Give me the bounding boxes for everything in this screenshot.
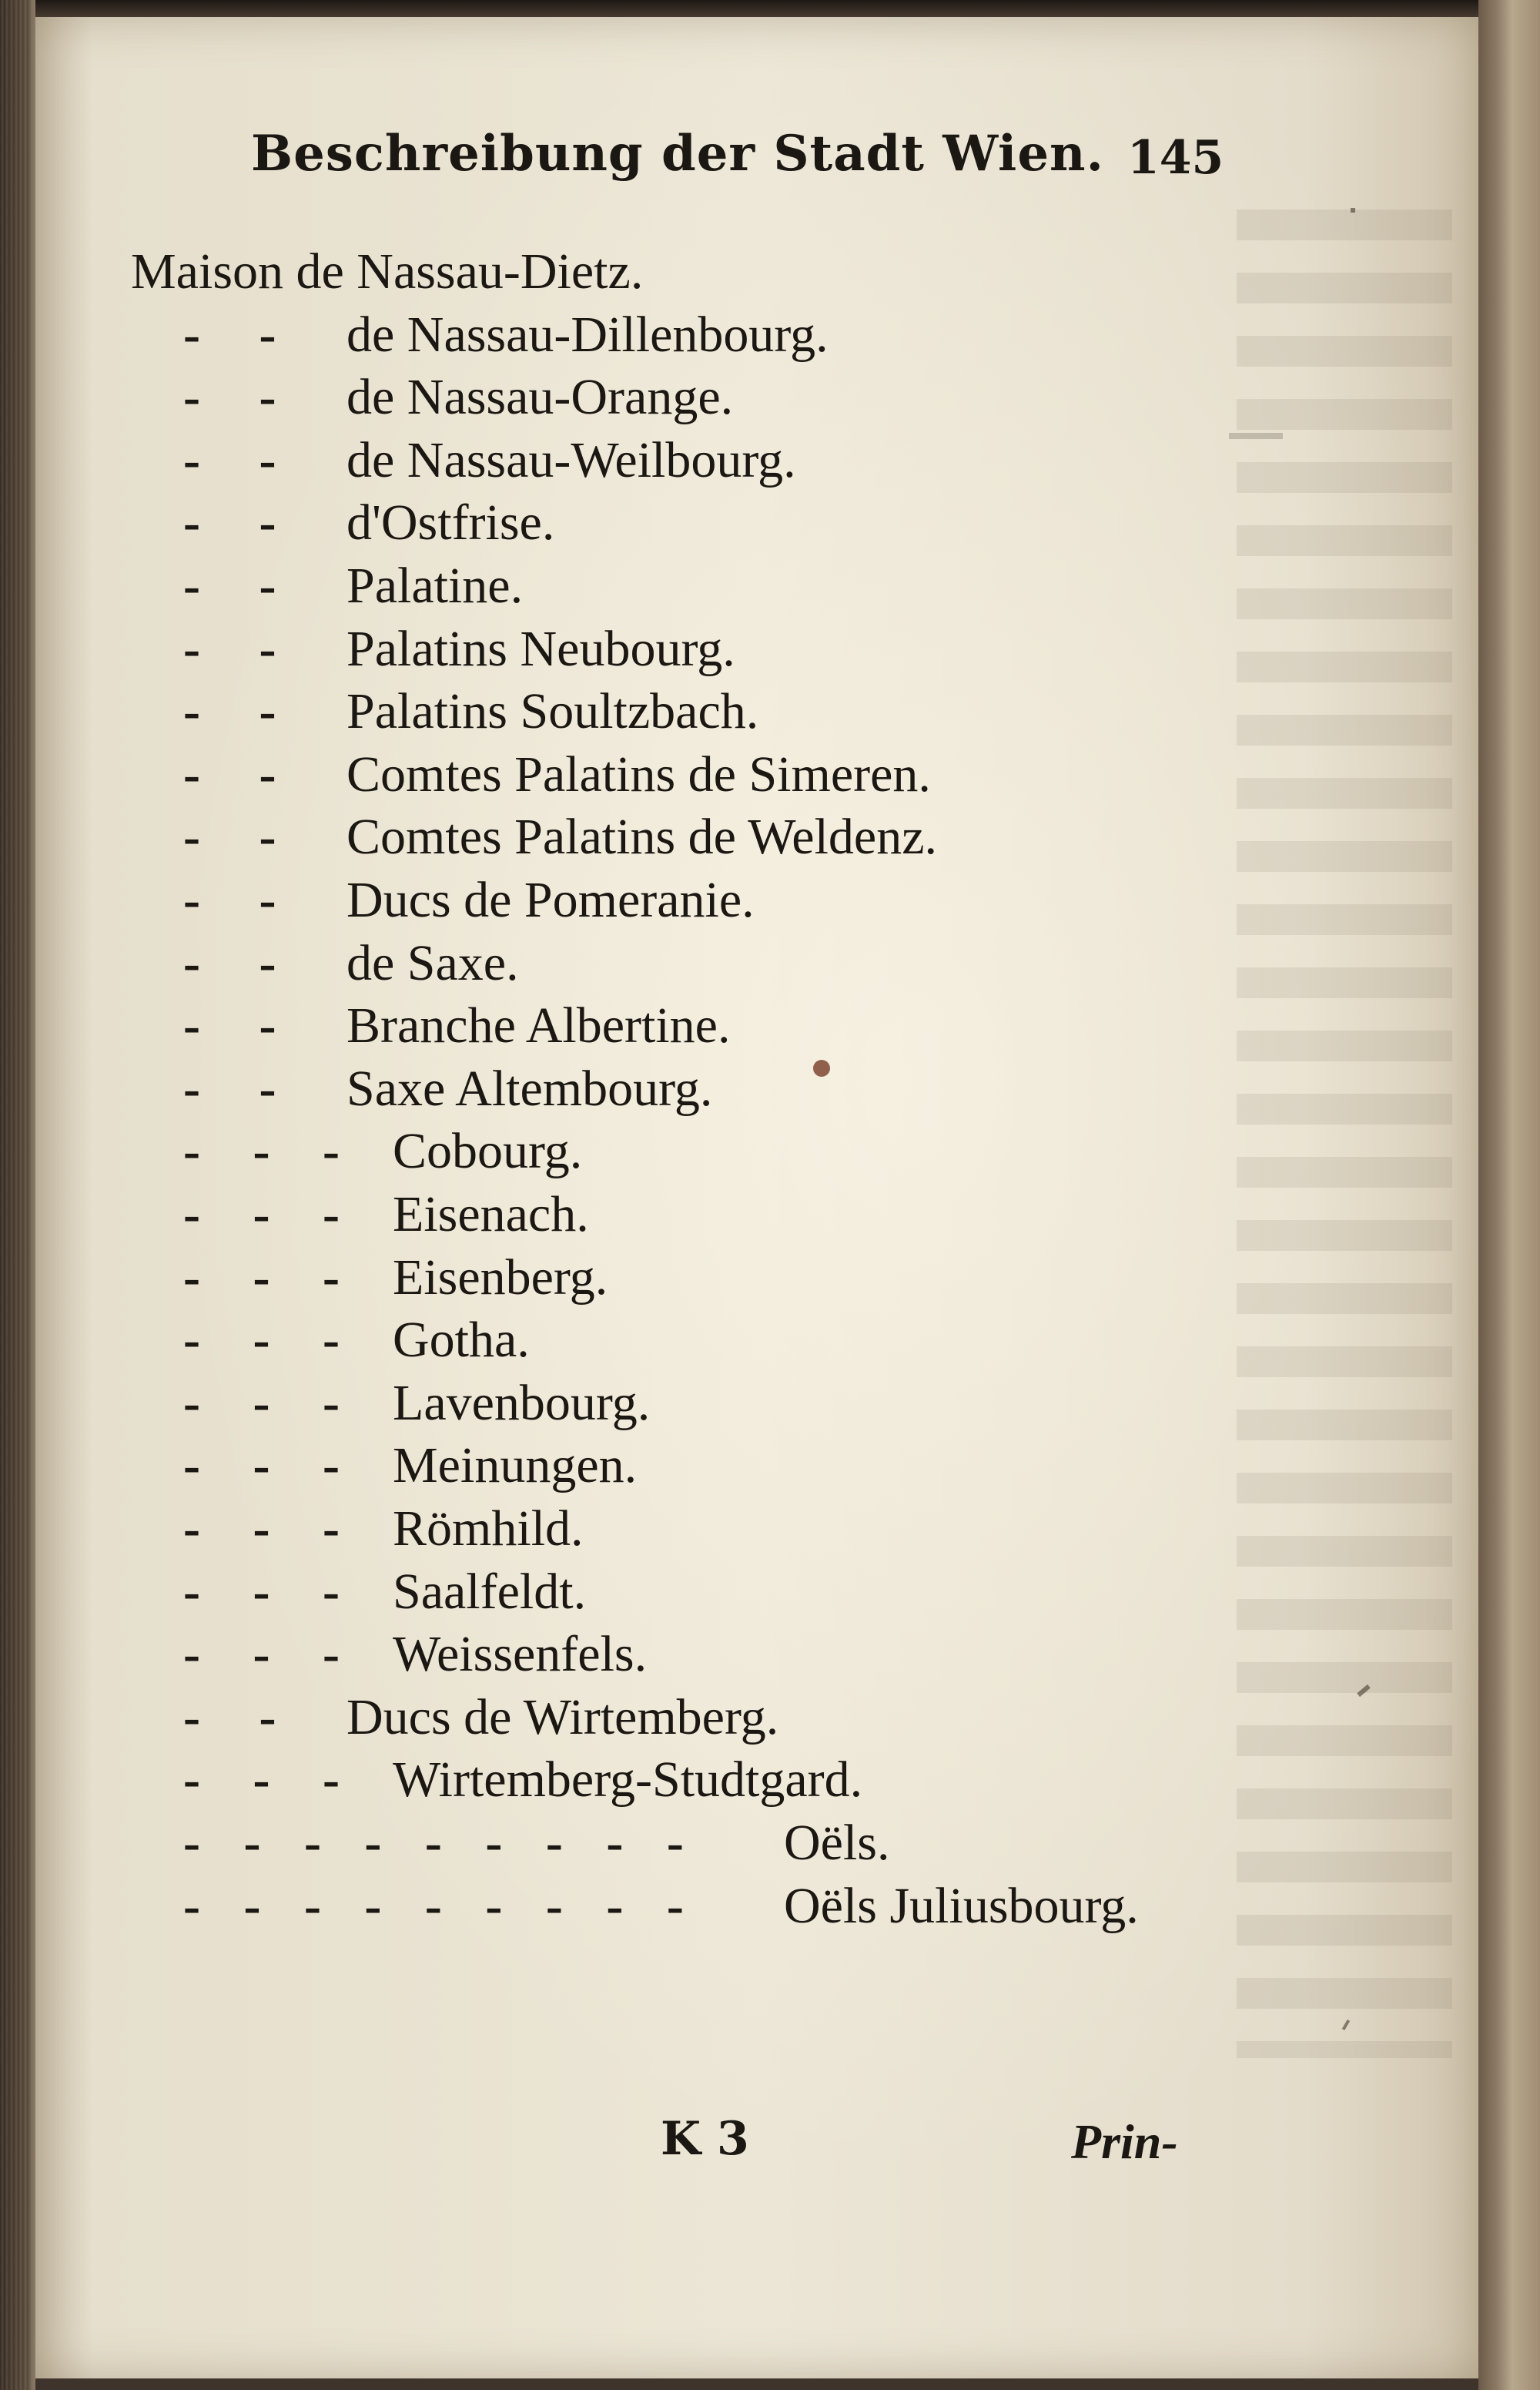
entry-text: Palatins Neubourg. [346,620,735,677]
entry-text: Comtes Palatins de Simeren. [346,746,931,803]
leader-dashes: - - - [183,1312,360,1369]
paper-speck [1229,433,1283,439]
entry-row [183,1560,587,1624]
running-head: Beschreibung der Stadt Wien. [251,125,1104,183]
leader-dashes: - - [183,683,300,740]
leader-dashes: - - - [183,1374,360,1431]
entry-row [183,1058,713,1121]
entry-row [183,869,755,932]
entry-text: de Nassau-Dillenbourg. [346,306,829,363]
entry-row [183,1623,648,1686]
leader-dashes: - - [183,494,300,551]
leader-dashes: - - [183,746,300,803]
entry-text: d'Ostfrise. [346,494,555,551]
entry-row [183,994,731,1058]
entry-row [183,743,931,806]
page-fore-edge [1478,0,1540,2390]
entry-row [183,1686,779,1749]
show-through-texture [1237,210,1452,2058]
paper-speck [1357,1684,1371,1697]
entry-text: Römhild. [393,1500,584,1557]
entry-row [183,1875,1139,1938]
paper-speck [1342,2020,1350,2030]
catchword: Prin- [1071,2114,1178,2169]
paper-speck [1351,208,1355,213]
leader-dashes: - - [183,872,300,928]
leader-dashes: - - - [183,1751,360,1808]
leader-dashes: - - - [183,1249,360,1306]
leader-dashes: - - - [183,1437,360,1494]
entry-text: de Nassau-Weilbourg. [346,431,796,488]
entry-row [183,1812,890,1875]
entry-text: Eisenberg. [393,1249,608,1306]
entry-row [183,429,796,492]
entry-row [183,1246,608,1309]
leader-dashes: - - [183,620,300,677]
entry-text: Comtes Palatins de Weldenz. [346,809,937,866]
entry-row [183,491,555,555]
entry-text: de Nassau-Orange. [346,369,734,426]
leader-dashes: - - [183,431,300,488]
entry-row [183,1183,589,1246]
entry-row [183,1120,583,1183]
entry-text: Branche Albertine. [346,997,731,1054]
entry-row [183,366,734,429]
leader-dashes: - - - [183,1500,360,1557]
entry-text: Weissenfels. [393,1626,648,1683]
entry-text: Meinungen. [393,1437,638,1494]
entry-text: Oëls Juliusbourg. [784,1877,1139,1934]
entry-text: Maison de Nassau-Dietz. [131,243,644,300]
entry-text: Gotha. [393,1312,530,1369]
leader-dashes: - - - - - - - - - [183,1877,699,1934]
leader-dashes: - - [183,997,300,1054]
entry-text: de Saxe. [346,934,519,991]
leader-dashes: - - [183,369,300,426]
entry-row [183,932,519,995]
entry-text: Lavenbourg. [393,1374,651,1431]
leader-dashes: - - - - - - - - - [183,1815,699,1871]
leader-dashes: - - - [183,1563,360,1620]
leader-dashes: - - - [183,1626,360,1683]
entry-text: Ducs de Pomeranie. [346,872,755,928]
leader-dashes: - - - [183,1123,360,1180]
entry-text: Palatine. [346,558,524,614]
leader-dashes: - - - [183,1186,360,1242]
entry-text: Wirtemberg-Studtgard. [393,1751,863,1808]
leader-dashes: - - [183,558,300,614]
entry-text: Ducs de Wirtemberg. [346,1688,779,1745]
leader-dashes: - - [183,306,300,363]
entry-row [183,555,524,618]
entry-text: Saalfeldt. [393,1563,587,1620]
leader-dashes: - - [183,1060,300,1117]
ink-stain [813,1060,830,1077]
leader-dashes: - - [183,809,300,866]
entry-text: Eisenach. [393,1186,589,1242]
entry-row [183,618,735,681]
entry-text: Cobourg. [393,1123,583,1180]
entry-text: Oëls. [784,1815,890,1871]
entry-row [183,1372,651,1435]
entry-text: Saxe Altembourg. [346,1060,713,1117]
entry-text: Palatins Soultzbach. [346,683,759,740]
leader-dashes: - - [183,1688,300,1745]
entry-row [183,303,829,367]
page-sheet [35,17,1478,2378]
entry-row [183,1309,530,1372]
entry-row [183,1748,863,1812]
page-stack-gutter [0,0,31,2390]
page-number: 145 [1127,131,1224,185]
signature-mark: K 3 [661,2112,749,2166]
entry-row [183,680,759,743]
leader-dashes: - - [183,934,300,991]
entry-row [183,1497,584,1560]
entry-row [183,806,937,869]
entry-row [183,1434,638,1497]
